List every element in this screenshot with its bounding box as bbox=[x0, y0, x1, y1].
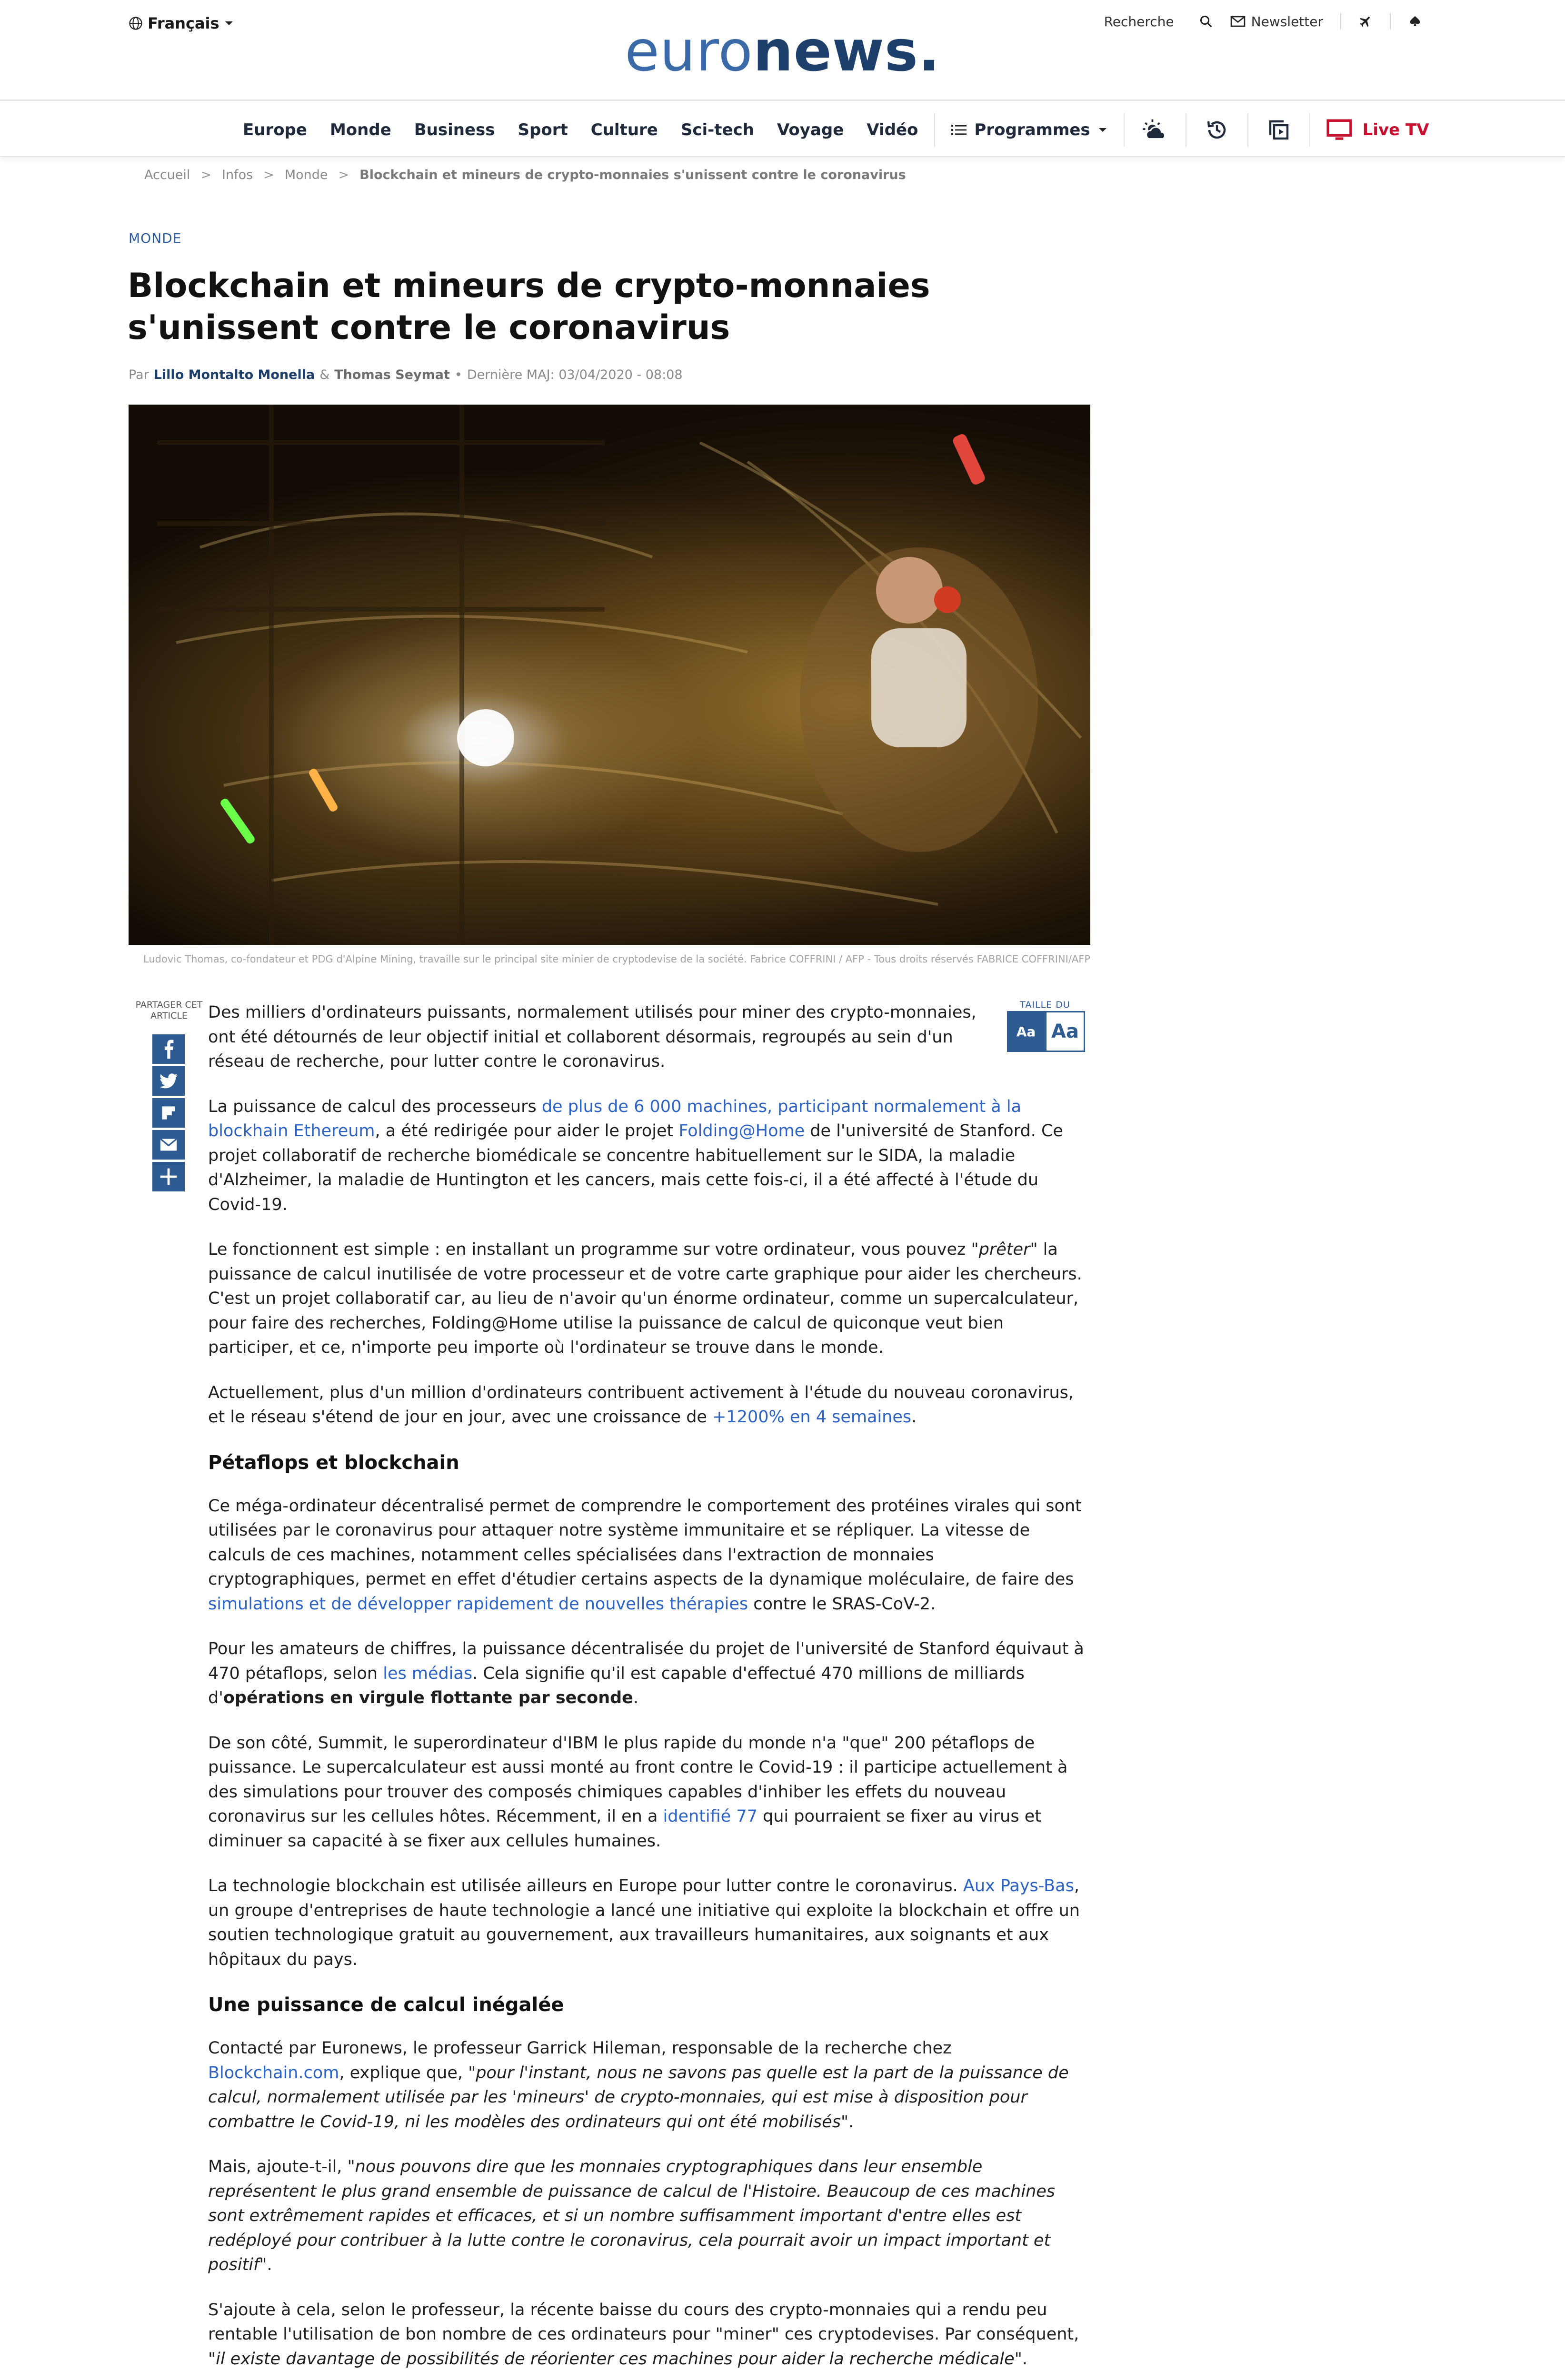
share-more-button[interactable] bbox=[152, 1162, 185, 1191]
paragraph-11 bbox=[208, 2298, 1091, 2372]
site-header bbox=[0, 0, 1565, 101]
text-run: Mais, ajoute-t-il, " bbox=[208, 2157, 355, 2176]
breadcrumb-monde[interactable]: Monde bbox=[284, 168, 328, 182]
link-folding-at-home[interactable]: Folding@Home bbox=[678, 1121, 805, 1140]
logo-part-news: news. bbox=[753, 18, 940, 84]
newsletter-label: Newsletter bbox=[1251, 13, 1323, 30]
plus-icon bbox=[159, 1168, 178, 1186]
latest-news-button[interactable] bbox=[1203, 116, 1231, 144]
newsletter-button[interactable] bbox=[1230, 14, 1323, 30]
main-navigation bbox=[0, 102, 1565, 157]
subheading-petaflops: Pétaflops et blockchain bbox=[208, 1451, 459, 1474]
programmes-label: Programmes bbox=[974, 120, 1090, 139]
paragraph-2 bbox=[208, 1095, 1091, 1218]
update-timestamp: Dernière MAJ: 03/04/2020 - 08:08 bbox=[467, 367, 683, 382]
text-run: " la puissance de calcul inutilisée de votre processeur et de votre carte graphique pour aider les chercheurs. C'est un projet collaboratif car, au lieu de n'avoir qu'un énorme ordinateur, comme un supercalculateur, pour faire des recherches, Folding@Home utilise la puissance de calcul de quiconque veut bien participer, et ce, n'importe peu importe où l'ordinateur se trouve dans le monde. bbox=[208, 1240, 1082, 1357]
breadcrumb-current: Blockchain et mineurs de crypto-monnaies s'unissent contre le coronavirus bbox=[359, 168, 906, 182]
header-tools bbox=[1104, 13, 1422, 30]
history-icon bbox=[1206, 119, 1228, 141]
nav-sport[interactable]: Sport bbox=[518, 120, 568, 139]
culture-button[interactable] bbox=[1408, 14, 1422, 29]
text-run: Pour les amateurs de chiffres, la puissance décentralisée du projet de l'université de Stanford équivaut à 470 pétaflops, selon bbox=[208, 1639, 1084, 1683]
nav-divider bbox=[1309, 113, 1310, 147]
article-title: Blockchain et mineurs de crypto-monnaies s'unissent contre le coronavirus bbox=[128, 266, 930, 347]
nav-divider bbox=[1247, 113, 1248, 147]
mail-icon bbox=[1230, 15, 1246, 28]
nav-monde[interactable]: Monde bbox=[329, 120, 391, 139]
text-size-large-button[interactable]: Aa bbox=[1045, 1011, 1085, 1052]
text-run: , explique que, " bbox=[339, 2063, 476, 2082]
bold-text: opérations en virgule flottante par seconde bbox=[223, 1688, 633, 1707]
live-tv-button[interactable] bbox=[1326, 119, 1429, 141]
nav-video[interactable]: Vidéo bbox=[867, 120, 918, 139]
byline-dot: • bbox=[454, 367, 462, 382]
tv-icon bbox=[1326, 119, 1352, 141]
emphasis: nous pouvons dire que les monnaies cryptographiques dans leur ensemble représentent le plus grand ensemble de puissance de calcul de l'Histoire. Beaucoup de ces machines sont extrêmement rapides et efficaces, et si un nombre suffisamment important d'entre elles est redéployé pour contribuer à la lutte contre le coronavirus, cela pourrait avoir un impact important et positif bbox=[208, 2157, 1056, 2274]
author-link-1[interactable]: Lillo Montalto Monella bbox=[153, 367, 315, 382]
travel-button[interactable] bbox=[1358, 14, 1373, 29]
paragraph-5 bbox=[208, 1494, 1091, 1617]
link-pays-bas[interactable]: Aux Pays-Bas bbox=[963, 1876, 1074, 1895]
text-run: Contacté par Euronews, le professeur Garrick Hileman, responsable de la recherche chez bbox=[208, 2039, 952, 2058]
ticket-icon bbox=[1408, 14, 1422, 29]
paragraph-7 bbox=[208, 1731, 1091, 1854]
share-flipboard-button[interactable] bbox=[152, 1098, 185, 1128]
text-run: . bbox=[633, 1688, 639, 1707]
text-run: ". bbox=[1014, 2349, 1027, 2369]
nav-culture[interactable]: Culture bbox=[590, 120, 658, 139]
paragraph-3 bbox=[208, 1238, 1091, 1360]
paragraph-8 bbox=[208, 1874, 1091, 1972]
tool-divider bbox=[1390, 13, 1391, 30]
text-run: La puissance de calcul des processeurs bbox=[208, 1097, 542, 1116]
hero-image bbox=[129, 405, 1090, 945]
text-run: S'ajoute à cela, selon le professeur, la récente baisse du cours des crypto-monnaies qui a rendu peu rentable l'utilisation de bon nombre de ces ordinateurs pour "miner" ces cryptodevises. Par conséquent, " bbox=[208, 2300, 1079, 2369]
image-caption: Ludovic Thomas, co-fondateur et PDG d'Alpine Mining, travaille sur le principal site minier de cryptodevise de la société. Fabrice COFFRINI / AFP - Tous droits réservés FABRICE COFFRINI/AFP bbox=[143, 953, 1090, 965]
logo-part-euro: euro bbox=[625, 18, 753, 84]
text-run: contre le SRAS-CoV-2. bbox=[748, 1594, 936, 1614]
link-6000-machines[interactable]: de plus de 6 000 machines, participant normalement à la blockhain Ethereum bbox=[208, 1097, 1022, 1140]
emphasis: prêter bbox=[978, 1240, 1030, 1259]
nav-europe[interactable]: Europe bbox=[243, 120, 307, 139]
flipboard-icon bbox=[160, 1105, 177, 1121]
text-run: ". bbox=[259, 2255, 272, 2274]
programmes-menu[interactable] bbox=[951, 120, 1107, 139]
list-icon bbox=[951, 124, 967, 136]
plane-icon bbox=[1358, 14, 1373, 29]
author-link-2[interactable]: Thomas Seymat bbox=[334, 367, 450, 382]
live-tv-label: Live TV bbox=[1362, 120, 1429, 139]
text-size-small-button[interactable]: Aa bbox=[1007, 1011, 1045, 1052]
article-category[interactable]: MONDE bbox=[129, 230, 182, 246]
text-run: . bbox=[911, 1408, 917, 1427]
facebook-icon bbox=[163, 1040, 174, 1059]
emphasis: il existe davantage de possibilités de réorienter ces machines pour aider la recherche médicale bbox=[216, 2349, 1015, 2369]
text-run: qui pourraient se fixer au virus et diminuer sa capacité à se fixer aux cellules humaines. bbox=[208, 1807, 1041, 1851]
breadcrumb-accueil[interactable]: Accueil bbox=[144, 168, 190, 182]
weather-icon bbox=[1142, 118, 1168, 142]
paragraph-intro: Des milliers d'ordinateurs puissants, normalement utilisés pour miner des crypto-monnaies, ont été détournés de leur objectif initial et collaborent désormais, regroupés au sein d'un réseau de recherche, pour lutter contre le coronavirus. bbox=[208, 1003, 977, 1071]
weather-button[interactable] bbox=[1141, 116, 1169, 144]
text-run: de l'université de Stanford. Ce projet collaboratif de recherche biomédicale se concentre habituellement sur le SIDA, la maladie d'Alzheimer, la maladie de Huntington et les cancers, mais cette fois-ci, il a été affecté à l'étude du Covid-19. bbox=[208, 1121, 1063, 1214]
caret-down-icon bbox=[1098, 127, 1107, 133]
article-byline bbox=[129, 367, 683, 382]
paragraph-6 bbox=[208, 1637, 1091, 1711]
share-twitter-button[interactable] bbox=[152, 1066, 185, 1096]
breadcrumb bbox=[144, 168, 906, 182]
share-facebook-button[interactable] bbox=[152, 1034, 185, 1064]
mining-rig-photo bbox=[129, 405, 1090, 945]
link-blockchain-com[interactable]: Blockchain.com bbox=[208, 2063, 339, 2082]
nav-divider bbox=[1124, 113, 1125, 147]
tool-divider bbox=[1340, 13, 1341, 30]
playlist-button[interactable] bbox=[1265, 116, 1293, 144]
text-run: Actuellement, plus d'un million d'ordinateurs contribuent activement à l'étude du nouveau coronavirus, et le réseau s'étend de jour en jour, avec une croissance de bbox=[208, 1383, 1074, 1427]
search-label: Recherche bbox=[1104, 13, 1174, 30]
text-size-label: TAILLE DU bbox=[1020, 1000, 1070, 1010]
breadcrumb-infos[interactable]: Infos bbox=[222, 168, 253, 182]
article-body bbox=[208, 1001, 1091, 2380]
nav-inner bbox=[243, 102, 1429, 157]
byline-amp: & bbox=[319, 367, 330, 382]
paragraph-9 bbox=[208, 2036, 1091, 2134]
link-simulations[interactable]: simulations et de développer rapidement de nouvelles thérapies bbox=[208, 1594, 748, 1614]
text-run: ". bbox=[840, 2112, 854, 2132]
breadcrumb-separator: > bbox=[263, 168, 274, 182]
link-growth[interactable]: +1200% en 4 semaines bbox=[712, 1408, 912, 1427]
playlist-icon bbox=[1267, 119, 1290, 141]
search-button[interactable] bbox=[1104, 14, 1213, 30]
breadcrumb-separator: > bbox=[200, 168, 212, 182]
subheading-puissance: Une puissance de calcul inégalée bbox=[208, 1994, 564, 2016]
nav-divider bbox=[934, 113, 935, 147]
share-email-button[interactable] bbox=[152, 1130, 185, 1160]
envelope-icon bbox=[159, 1138, 178, 1151]
paragraph-4 bbox=[208, 1381, 1091, 1430]
emphasis: pour l'instant, nous ne savons pas quelle est la part de la puissance de calcul, normalement utilisée par les 'mineurs' de crypto-monnaies, qui est mise à disposition pour combattre le Covid-19, ni les modèles des ordinateurs qui ont été mobilisés bbox=[208, 2063, 1069, 2132]
paragraph-10 bbox=[208, 2155, 1091, 2278]
text-run: . Cela signifie qu'il est capable d'effectué 470 millions de milliards d' bbox=[208, 1664, 1025, 1707]
text-run: La technologie blockchain est utilisée ailleurs en Europe pour lutter contre le coronavirus. bbox=[208, 1876, 963, 1895]
twitter-icon bbox=[159, 1073, 178, 1089]
nav-scitech[interactable]: Sci-tech bbox=[680, 120, 754, 139]
text-run: , a été redirigée pour aider le projet bbox=[375, 1121, 679, 1140]
search-icon bbox=[1199, 14, 1213, 29]
breadcrumb-separator: > bbox=[338, 168, 349, 182]
share-label: PARTAGER CET ARTICLE bbox=[135, 1000, 203, 1021]
nav-business[interactable]: Business bbox=[414, 120, 495, 139]
text-run: Ce méga-ordinateur décentralisé permet de comprendre le comportement des protéines virales qui sont utilisées par le coronavirus pour attaquer notre système immunitaire et se répliquer. La vitesse de calculs de ces machines, notamment celles spécialisées dans l'extraction de monnaies cryptographiques, permet en effet d'étudier certains aspects de la dynamique moléculaire, de faire des bbox=[208, 1496, 1082, 1589]
link-identifie-77[interactable]: identifié 77 bbox=[663, 1807, 758, 1826]
text-run: , un groupe d'entreprises de haute technologie a lancé une initiative qui exploite la blockchain et offre un soutien technologique gratuit au gouvernement, aux travailleurs humanitaires, aux soignants et aux hôpitaux du pays. bbox=[208, 1876, 1080, 1969]
text-run: De son côté, Summit, le superordinateur d'IBM le plus rapide du monde n'a "que" 200 pétaflops de puissance. Le supercalculateur est aussi monté au front contre le Covid-19 : il participe actuellement à des simulations pour trouver des composés chimiques capables d'inhiber les effets du nouveau coronavirus sur les cellules hôtes. Récemment, il en a bbox=[208, 1733, 1068, 1826]
text-run: Le fonctionnent est simple : en installant un programme sur votre ordinateur, vous pouvez " bbox=[208, 1240, 979, 1259]
nav-voyage[interactable]: Voyage bbox=[777, 120, 844, 139]
byline-prefix: Par bbox=[129, 367, 149, 382]
language-label: Français bbox=[148, 14, 219, 32]
link-les-medias[interactable]: les médias bbox=[383, 1664, 473, 1683]
